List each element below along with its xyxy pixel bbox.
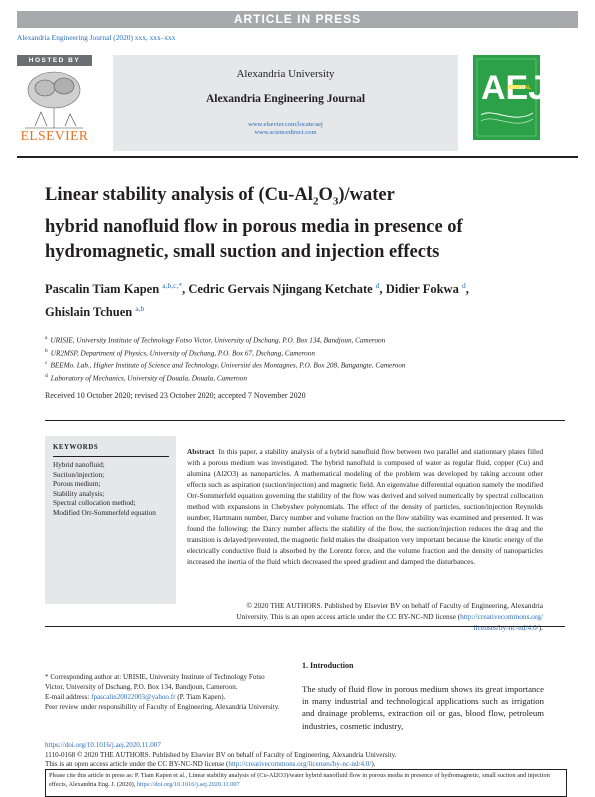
hosted-by-label: HOSTED BY bbox=[17, 55, 92, 66]
affiliation-label: b bbox=[45, 347, 48, 354]
article-title bbox=[45, 183, 565, 265]
affiliation-text: URISIE, University Institute of Technology Fotso Victor, University of Dschang, P.O. Box 134, Bandjoun, Cameroon bbox=[50, 336, 386, 345]
journal-reference[interactable]: Alexandria Engineering Journal (2020) xxx, xxx–xxx bbox=[17, 33, 176, 42]
affiliation-label: a bbox=[45, 335, 48, 341]
title-line: hybrid nanofluid flow in porous media in presence of bbox=[45, 216, 463, 237]
article-in-press-banner: ARTICLE IN PRESS bbox=[17, 11, 578, 28]
author-affiliation-marker[interactable]: d bbox=[375, 281, 380, 290]
author-name[interactable]: Didier Fokwa bbox=[385, 282, 459, 297]
cover-logo-sub: JOURNAL bbox=[507, 85, 532, 91]
header-divider bbox=[17, 156, 578, 158]
title-part: O bbox=[318, 185, 333, 205]
license-link[interactable]: http://creativecommons.org/licenses/by-nc-nd/4.0/ bbox=[228, 760, 372, 768]
license-link[interactable]: licenses/by-nc-nd/4.0/ bbox=[473, 623, 539, 632]
title-part: )/water bbox=[338, 185, 395, 205]
affiliation-text: Laboratory of Mechanics, University of Douala, Douala, Cameroon bbox=[50, 374, 247, 383]
doi-and-license bbox=[45, 741, 565, 770]
elsevier-tree-logo bbox=[17, 68, 92, 130]
elsevier-logo-text: ELSEVIER bbox=[20, 128, 89, 143]
copyright-end: ). bbox=[538, 623, 543, 632]
affiliation-item bbox=[45, 346, 575, 359]
email-note bbox=[45, 692, 285, 702]
introduction-text: The study of fluid flow in porous medium shows its great importance in many industrial and technological applications such as irrigation and drainage problems, extraction oil or gas, blood flow, petroleum industries, cosmetic industry, bbox=[302, 684, 544, 731]
university-name: Alexandria University bbox=[236, 68, 335, 80]
corresponding-author-note: * Corresponding author at: URISIE, University Institute of Technology Fotso Victor, University of Dschang, P.O. Box 134, Bandjoun, Cameroon. bbox=[45, 673, 265, 691]
keyword-item: Suction/injection; bbox=[53, 470, 105, 479]
title-line: hydromagnetic, small suction and injection effects bbox=[45, 241, 440, 262]
copyright-notice bbox=[187, 600, 543, 633]
title-part: Linear stability analysis of (Cu-Al bbox=[45, 185, 313, 205]
author-name[interactable]: Pascalin Tiam Kapen bbox=[45, 282, 160, 297]
affiliations bbox=[45, 333, 575, 383]
journal-url-elsevier[interactable]: www.elsevier.com/locate/aej bbox=[248, 121, 323, 128]
author-affiliation-marker[interactable]: a,b,c,* bbox=[162, 281, 183, 290]
keyword-item: Hybrid nanofluid; bbox=[53, 461, 105, 469]
issn-line: 1110-0168 © 2020 THE AUTHORS. Published by Elsevier BV on behalf of Faculty of Engineering, Alexandria University. bbox=[45, 750, 397, 759]
author-separator: , bbox=[182, 282, 189, 297]
abstract bbox=[187, 446, 543, 567]
section-heading-introduction: 1. Introduction bbox=[302, 661, 354, 670]
license-link[interactable]: http://creativecommons.org/ bbox=[460, 612, 543, 621]
received-dates: Received 10 October 2020; revised 23 October 2020; accepted 7 November 2020 bbox=[45, 391, 306, 400]
affiliation-label: d bbox=[45, 372, 48, 379]
copyright-line: University. This is an open access article under the CC BY-NC-ND license ( bbox=[236, 612, 461, 621]
journal-name: Alexandria Engineering Journal bbox=[205, 93, 366, 105]
author-list bbox=[45, 276, 565, 322]
keyword-item: Stability analysis; bbox=[53, 489, 105, 498]
keywords-title: KEYWORDS bbox=[53, 444, 99, 451]
section-divider bbox=[45, 626, 565, 627]
title-subscript: 2 bbox=[312, 195, 319, 208]
affiliation-label: c bbox=[45, 360, 48, 367]
journal-cover-image bbox=[473, 55, 540, 140]
keyword-item: Modified Orr-Sommerfeld equation bbox=[53, 508, 156, 517]
abstract-label: Abstract bbox=[187, 447, 215, 456]
citation-doi-link[interactable]: https://doi.org/10.1016/j.aej.2020.11.007 bbox=[136, 780, 240, 788]
title-subscript: 3 bbox=[332, 195, 339, 208]
cover-logo-letters: AEJ bbox=[481, 69, 540, 107]
affiliation-item bbox=[45, 358, 575, 371]
peer-review-note: Peer review under responsibility of Faculty of Engineering, Alexandria University. bbox=[45, 703, 280, 711]
license-post: ). bbox=[371, 760, 376, 768]
section-divider bbox=[45, 420, 565, 421]
author-affiliation-marker[interactable]: d bbox=[461, 281, 466, 290]
author-name[interactable]: Cedric Gervais Njingang Ketchate bbox=[188, 282, 373, 297]
footnotes bbox=[45, 672, 285, 712]
affiliation-item bbox=[45, 333, 575, 346]
affiliation-text: BEEMo. Lab., Higher Institute of Science and Technology, Université des Montagnes, P.O. Box 208, Bangangte, Cameroon bbox=[50, 361, 406, 370]
citation-body: Please cite this article in press as: P. Tiam Kapen et al., Linear stability analysis of (Cu-Al2O3)/water hybrid nanofluid flow in porous media in presence of hydromagnetic, small suction and injection effects, Alexandria Eng. J. (2020), bbox=[49, 772, 550, 788]
keyword-item: Spectral collocation method; bbox=[53, 499, 136, 508]
email-label: E-mail address: bbox=[45, 693, 92, 701]
author-separator: , bbox=[379, 282, 386, 297]
citation-text bbox=[49, 772, 563, 790]
affiliation-text: UR2MSP, Department of Physics, University of Dschang, P.O. Box 67, Dschang, Cameroon bbox=[50, 348, 315, 357]
abstract-text: In this paper, a stability analysis of a hybrid nanofluid flow between two parallel and stationnary plates filled with a porous medium was investigated. The hybrid nanofluid is composed of water as regular fluid, copper (Cu) and alumina (Al2O3) as nanoparticles. A mathematical modeling of the problem was developed by taking account other effects such as aspiration (suction/injection) and magnetic field. An eigenvalue differential equation namely the modified Orr-Sommerfeld equation governing the stability of the flow was derived and solved numerically by spectral collocation method with expansions in Chebyshev polynomials. The effect of the density of particles, suction/injection Reynolds number, Hartmann number, Darcy number and volume fraction on the flow stability was examined and presented. It was found the following: the Darcy number affects the stability of the flow, the suction/injection reduces the drag and the transition is delayed/prevented, the magnetic field makes the dissipation very important because the kinetic energy of the electrically conductive fluid is absorbed by the Lorentz force, and the volume fraction and the density of nanoparticles increased the inertia of the fluid which decreased the speed gradient and damped the disturbances. bbox=[187, 447, 544, 566]
keywords-divider bbox=[53, 456, 169, 457]
journal-url-sciencedirect[interactable]: www.sciencedirect.com bbox=[254, 129, 317, 136]
license-pre: This is an open access article under the CC BY-NC-ND license ( bbox=[45, 760, 229, 768]
affiliation-item bbox=[45, 371, 575, 384]
doi-link[interactable]: https://doi.org/10.1016/j.aej.2020.11.007 bbox=[45, 741, 161, 749]
email-post: (P. Tiam Kapen). bbox=[175, 693, 226, 701]
author-separator: , bbox=[465, 282, 469, 297]
email-link[interactable]: fpascalin20022003@yahoo.fr bbox=[91, 693, 176, 701]
author-name[interactable]: Ghislain Tchuen bbox=[45, 305, 133, 320]
journal-cover-art bbox=[473, 55, 540, 140]
copyright-line: © 2020 THE AUTHORS. Published by Elsevier BV on behalf of Faculty of Engineering, Alexandria bbox=[246, 601, 543, 610]
author-affiliation-marker[interactable]: a,b bbox=[135, 304, 145, 314]
keywords-list bbox=[53, 461, 171, 519]
keyword-item: Porous medium; bbox=[53, 480, 101, 489]
